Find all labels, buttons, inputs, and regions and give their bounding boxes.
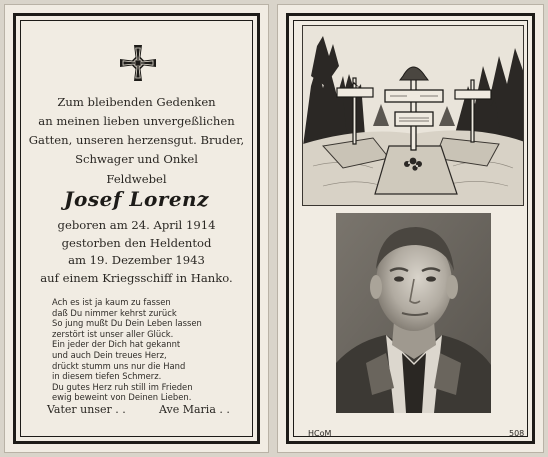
memorial-card-front: [4, 4, 269, 453]
poem-line: in diesem tiefen Schmerz.: [52, 371, 162, 382]
dedication-text: [5, 93, 268, 169]
poem-line: So jung mußt Du Dein Leben lassen: [52, 318, 202, 329]
date-line: am 19. Dezember 1943: [68, 253, 205, 267]
poem-line: drückt stumm uns nur die Hand: [52, 360, 186, 371]
life-dates: [5, 217, 268, 287]
poem-line: daß Du nimmer kehrst zurück: [52, 307, 177, 318]
prayer-our-father: Vater unser . .: [47, 403, 126, 416]
prayer-hail-mary: Ave Maria . .: [159, 403, 230, 416]
soldier-portrait-photo: [336, 213, 491, 413]
dedication-line: Zum bleibenden Gedenken: [57, 95, 216, 109]
poem-line: Du gutes Herz ruh still im Frieden: [52, 381, 193, 392]
date-line: auf einem Kriegsschiff in Hanko.: [40, 270, 233, 285]
memorial-poem: [52, 297, 252, 403]
memorial-card-back: [277, 4, 544, 453]
iron-cross-icon: [118, 43, 158, 83]
publisher-mark: HCoM: [308, 429, 332, 438]
card-number: 508: [509, 429, 525, 438]
dedication-line: Schwager und Onkel: [75, 152, 198, 166]
deceased-name: Josef Lorenz: [64, 187, 209, 211]
poem-line: und auch Dein treues Herz,: [52, 349, 167, 360]
date-line: gestorben den Heldentod: [61, 235, 212, 250]
soldier-graves-illustration: [302, 25, 524, 206]
date-line: geboren am 24. April 1914: [57, 218, 216, 232]
dedication-line: Gatten, unseren herzensgut. Bruder,: [28, 133, 245, 147]
rank-title: Feldwebel: [106, 172, 167, 186]
poem-line: Ach es ist ja kaum zu fassen: [52, 297, 171, 307]
poem-line: Ein jeder der Dich hat gekannt: [52, 339, 181, 350]
poem-line: zerstört ist unser aller Glück.: [52, 328, 174, 339]
poem-line: ewig beweint von Deinen Lieben.: [52, 392, 192, 403]
dedication-line: an meinen lieben unvergeßlichen: [38, 114, 235, 128]
